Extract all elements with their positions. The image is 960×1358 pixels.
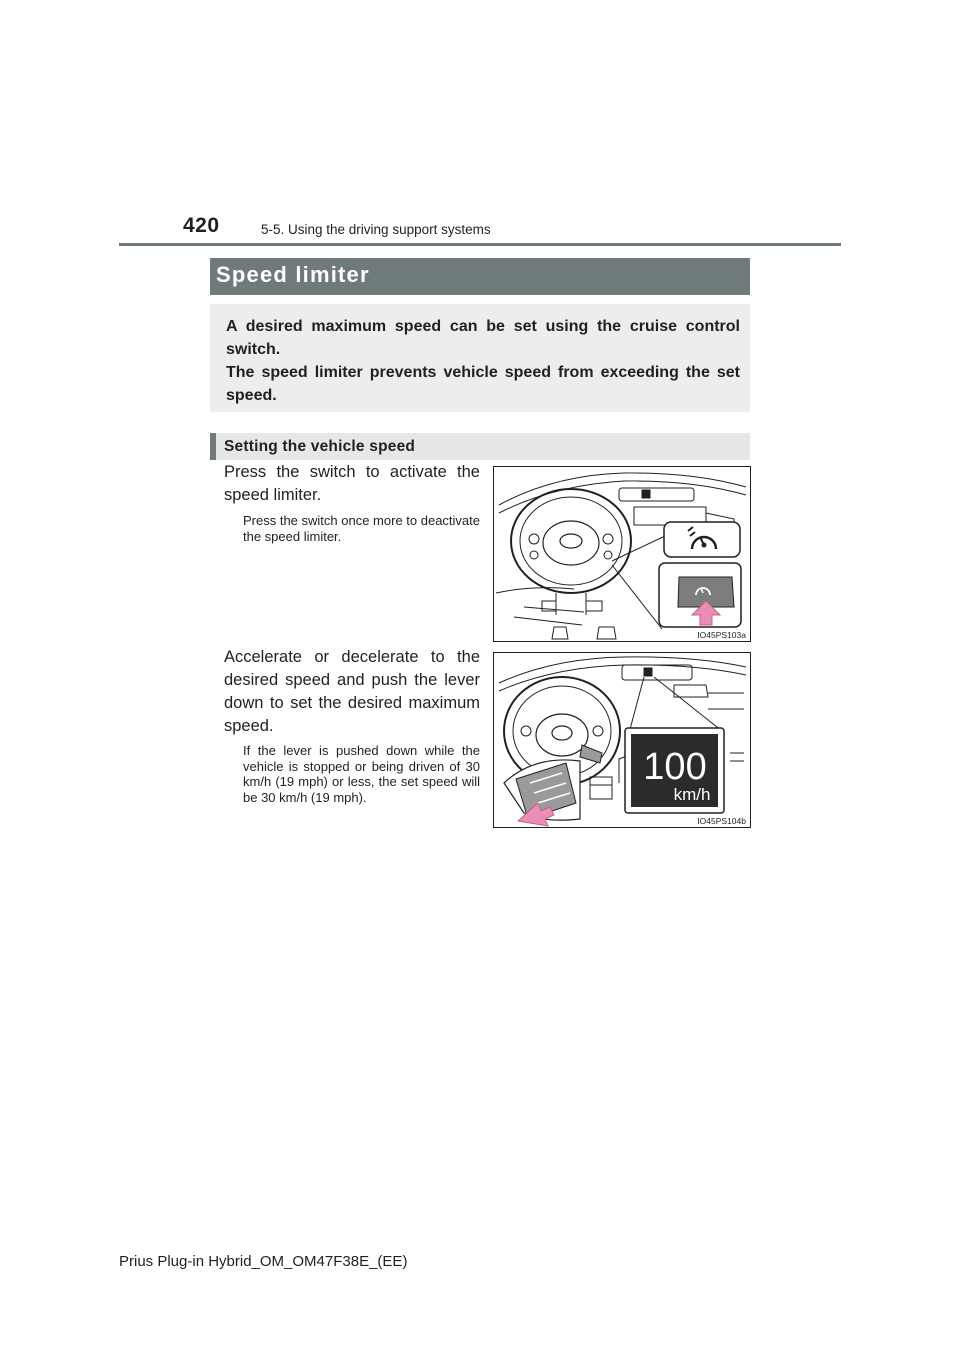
header-rule (119, 243, 841, 246)
step-2-note: If the lever is pushed down while the vehicle is stopped or being driven of 30 km/h (19 mph) or less, the set speed will be 30 km/h (19 mph). (243, 743, 480, 805)
display-speed-value: 100 (643, 746, 707, 788)
figure-speed-limiter-switch (493, 466, 751, 642)
title-bar (210, 258, 750, 295)
intro-box (210, 304, 750, 412)
figure-2-code: IO45PS104b (697, 816, 746, 826)
page-title: Speed limiter (216, 262, 370, 287)
subsection-title: Setting the vehicle speed (224, 438, 416, 455)
display-speed-unit: km/h (673, 785, 711, 804)
steering-wheel-icon (511, 489, 631, 615)
section-header: 5-5. Using the driving support systems (261, 222, 491, 237)
speed-limiter-icon (664, 522, 740, 557)
subsection-accent (210, 433, 216, 460)
step-1-note: Press the switch once more to deactivate the speed limiter. (243, 513, 481, 544)
step-2-text: Accelerate or decelerate to the desired speed and push the lever down to set the desired maximum speed. (224, 648, 480, 735)
speed-display (625, 728, 744, 813)
figure-set-speed-lever (493, 652, 751, 828)
page-number: 420 (183, 214, 220, 237)
step-1-text: Press the switch to activate the speed limiter. (224, 463, 480, 504)
figure-1-illustration (494, 467, 750, 641)
intro-line-2: The speed limiter prevents vehicle speed from exceeding the set speed. (226, 364, 740, 404)
figure-2-illustration (494, 653, 750, 827)
intro-line-1: A desired maximum speed can be set using the cruise control switch. (226, 318, 740, 358)
subsection-bar (210, 433, 750, 460)
figure-1-code: IO45PS103a (697, 630, 746, 640)
footer-document-id: Prius Plug-in Hybrid_OM_OM47F38E_(EE) (119, 1253, 408, 1270)
